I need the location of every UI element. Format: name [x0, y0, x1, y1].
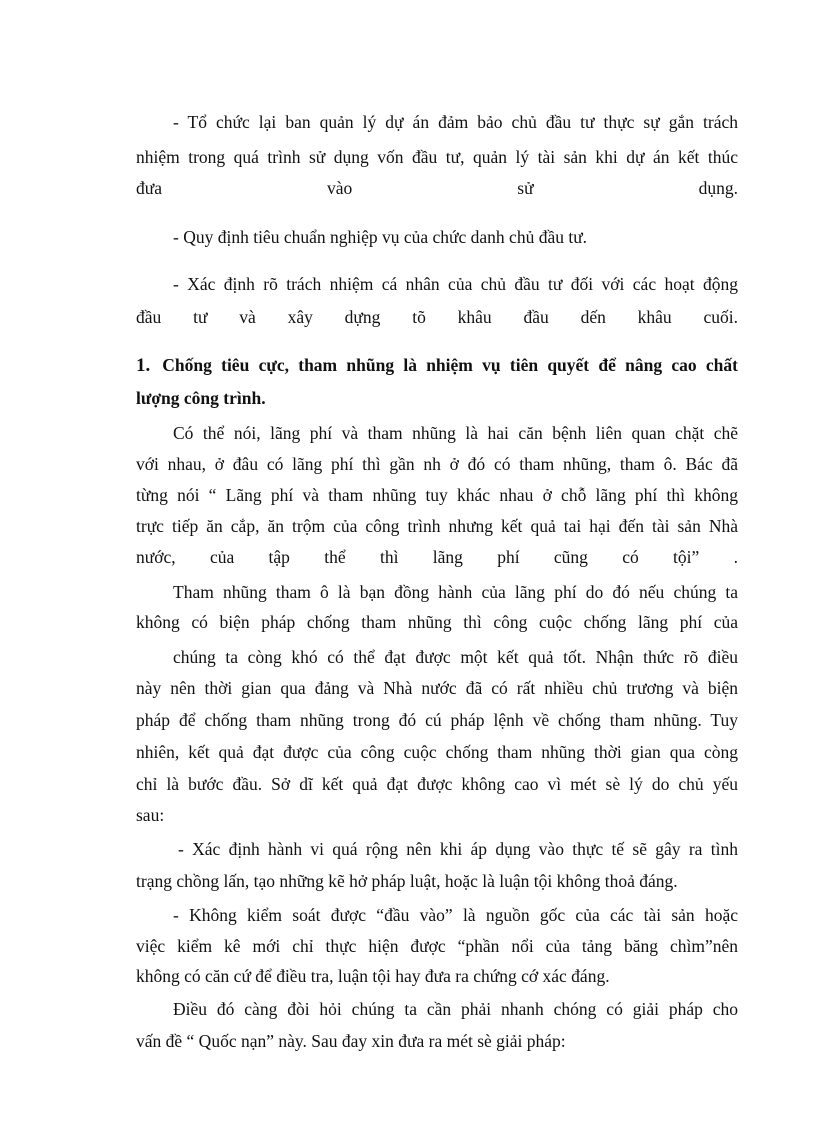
text-line: sau:	[136, 805, 165, 825]
text-line: Có thể nói, lãng phí và tham nhũng là hai căn bệnh liên quan chặt chẽ	[173, 423, 738, 443]
text-line: vấn đề “ Quốc nạn” này. Sau đay xin đưa ra mét sè giải pháp:	[136, 1031, 566, 1051]
text-line: - Xác định rõ trách nhiệm cá nhân của chủ đầu tư đối với các hoạt động	[173, 274, 738, 294]
text-line: nhiệm trong quá trình sử dụng vốn đầu tư, quản lý tài sản khi dự án kết thúc	[136, 147, 738, 167]
text-line: việc kiểm kê mới chỉ thực hiện được “phần nổi của tảng băng chìm”nên	[136, 936, 738, 956]
text-line: đưa vào sử dụng.	[136, 178, 738, 198]
text-line: nhiên, kết quả đạt được của công cuộc chống tham nhũng thời gian qua còng	[136, 742, 738, 762]
text-line: đầu tư và xây dựng tõ khâu đầu dến khâu cuối.	[136, 307, 738, 327]
heading-number: 1.	[136, 355, 151, 376]
text-line: pháp để chống tham nhũng trong đó cú pháp lệnh về chống tham nhũng. Tuy	[136, 710, 738, 730]
text-line: trực tiếp ăn cắp, ăn trộm của công trình nhưng kết quả tai hại đến tài sản Nhà	[136, 516, 738, 536]
text-line: với nhau, ở đâu có lãng phí thì gần nh ở đó có tham nhũng, tham ô. Bác đã	[136, 454, 738, 474]
text-line: Điều đó càng đòi hỏi chúng ta cần phải nhanh chóng có giải pháp cho	[173, 999, 738, 1019]
text-line: nước, của tập thể thì lãng phí cũng có tội” .	[136, 547, 738, 567]
text-line: không có biện pháp chống tham nhũng thì công cuộc chống lãng phí của	[136, 612, 738, 632]
text-line: - Quy định tiêu chuẩn nghiệp vụ của chức danh chủ đầu tư.	[173, 227, 588, 247]
text-line: trạng chồng lấn, tạo những kẽ hở pháp luật, hoặc là luận tội không thoả đáng.	[136, 871, 678, 891]
text-line: từng nói “ Lãng phí và tham nhũng tuy khác nhau ở chỗ lãng phí thì không	[136, 485, 738, 505]
text-line: chúng ta còng khó có thể đạt được một kết quả tốt. Nhận thức rõ điều	[173, 647, 738, 667]
section-heading	[136, 353, 738, 378]
section-heading-cont: lượng công trình.	[136, 388, 266, 408]
heading-text: Chống tiêu cực, tham nhũng là nhiệm vụ tiên quyết để nâng cao chất	[162, 355, 738, 375]
text-line: Tham nhũng tham ô là bạn đồng hành của lãng phí do đó nếu chúng ta	[173, 582, 738, 602]
text-line: - Tổ chức lại ban quản lý dự án đảm bảo chủ đầu tư thực sự gắn trách	[173, 112, 738, 132]
text-line: - Không kiểm soát được “đầu vào” là nguồn gốc của các tài sản hoặc	[173, 905, 738, 925]
text-line: không có căn cứ để điều tra, luận tội hay đưa ra chứng cớ xác đáng.	[136, 966, 610, 986]
text-line: - Xác định hành vi quá rộng nên khi áp dụng vào thực tế sẽ gây ra tình	[178, 839, 738, 859]
text-line: này nên thời gian qua đảng và Nhà nước đã có rất nhiều chủ trương và biện	[136, 678, 738, 698]
text-line: chỉ là bước đầu. Sở dĩ kết quả đạt được không cao vì mét sè lý do chủ yếu	[136, 774, 738, 794]
